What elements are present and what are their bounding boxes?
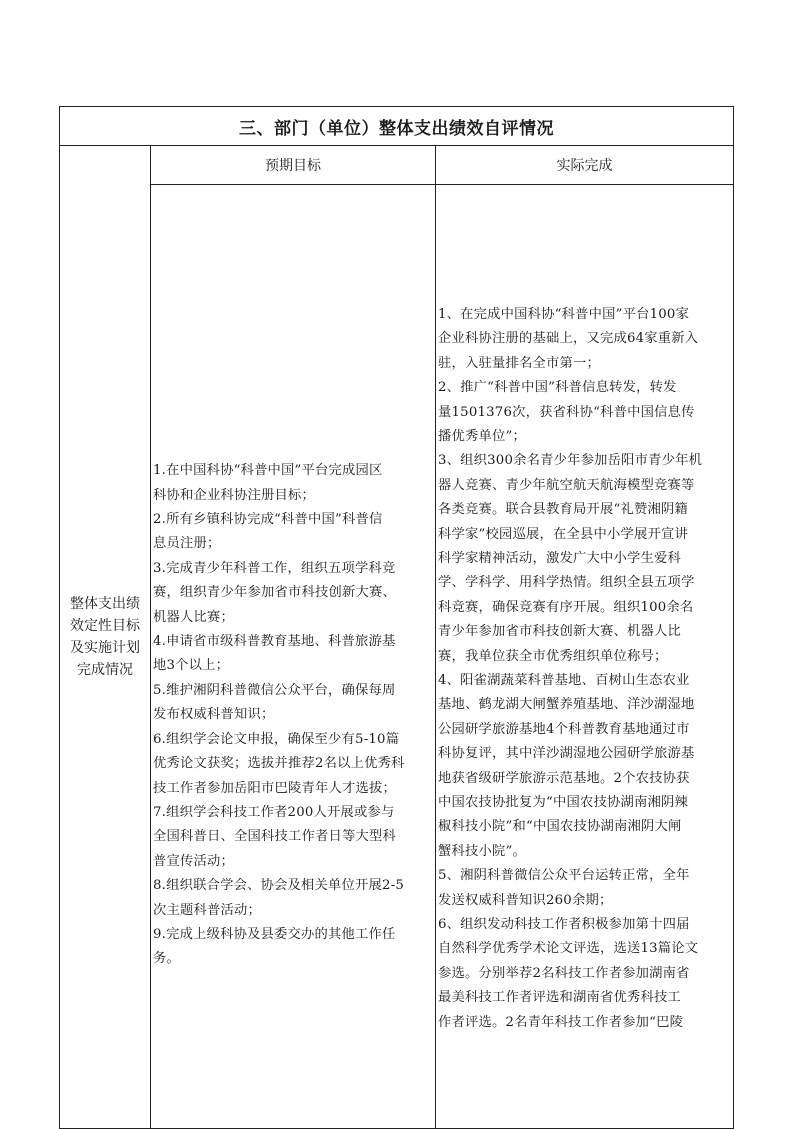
expected-goal-line: 技工作者参加岳阳市巴陵青年人才选拔； xyxy=(153,780,396,796)
actual-completion-line: 公园研学旅游基地4个科普教育基地通过市 xyxy=(438,721,690,737)
actual-completion-line: 3、组织300余名青少年参加岳阳市青少年机 xyxy=(438,453,703,469)
actual-column-header: 实际完成 xyxy=(436,146,734,185)
expected-goal-line: 全国科普日、全国科技工作者日等大型科 xyxy=(153,829,396,845)
expected-goals-cell xyxy=(151,185,436,1129)
section-title: 三、部门（单位）整体支出绩效自评情况 xyxy=(60,107,734,146)
actual-completion-line: 各类竞赛。联合县教育局开展“礼赞湘阴籍 xyxy=(438,502,688,518)
actual-completion-line: 青少年参加省市科技创新大赛、机器人比 xyxy=(438,624,681,640)
expected-goal-line: 2.所有乡镇科协完成“科普中国”科普信 xyxy=(153,512,383,528)
row-label-line: 整体支出绩 xyxy=(70,596,140,612)
actual-completion-line: 蟹科技小院”。 xyxy=(438,843,526,859)
actual-completion-line: 量1501376次，获省科协“科普中国信息传 xyxy=(438,404,695,420)
row-label-line: 完成情况 xyxy=(77,662,133,678)
expected-goal-line: 7.组织学会科技工作者200人开展或参与 xyxy=(153,804,395,820)
expected-goal-line: 息员注册； xyxy=(153,536,221,552)
actual-completion-line: 2、推广“科普中国”科普信息转发，转发 xyxy=(438,380,677,396)
actual-completion-line: 学、学科学、用科学热情。组织全县五项学 xyxy=(438,575,695,591)
actual-completion-line: 5、湘阴科普微信公众平台运转正常，全年 xyxy=(438,868,690,884)
expected-goal-line: 3.完成青少年科普工作，组织五项学科竞 xyxy=(153,560,396,576)
actual-completion-cell xyxy=(436,185,734,1129)
actual-completion-line: 器人竞赛、青少年航空航天航海模型竞赛等 xyxy=(438,477,695,493)
actual-completion-line: 地获省级研学旅游示范基地。2个农技协获 xyxy=(438,770,690,786)
row-label-line: 效定性目标 xyxy=(70,618,140,634)
actual-completion-line: 发送权威科普知识260余期； xyxy=(438,892,613,908)
actual-completion-line: 椒科技小院”和“中国农技协湖南湘阴大闸 xyxy=(438,819,682,835)
expected-goal-line: 优秀论文获奖；选拔并推荐2名以上优秀科 xyxy=(153,756,405,772)
performance-table xyxy=(59,106,734,1129)
actual-completion-line: 1、在完成中国科协“科普中国”平台100家 xyxy=(438,306,690,322)
expected-goal-line: 9.完成上级科协及县委交办的其他工作任 xyxy=(153,926,396,942)
expected-goal-line: 5.维护湘阴科普微信公众平台，确保每周 xyxy=(153,682,396,698)
actual-completion-line: 自然科学优秀学术论文评选，选送13篇论文 xyxy=(438,941,699,957)
expected-goal-line: 发布权威科普知识； xyxy=(153,707,275,723)
expected-goal-line: 地3个以上； xyxy=(153,658,230,674)
actual-completion-line: 6、组织发动科技工作者积极参加第十四届 xyxy=(438,917,690,933)
actual-completion-line: 作者评选。2名青年科技工作者参加“巴陵 xyxy=(438,1014,684,1030)
actual-completion-line: 驻，入驻量排名全市第一； xyxy=(438,355,600,371)
expected-column-header: 预期目标 xyxy=(151,146,436,185)
actual-completion-line: 赛，我单位获全市优秀组织单位称号； xyxy=(438,648,668,664)
expected-goal-line: 科协和企业科协注册目标； xyxy=(153,487,315,503)
actual-completion-line: 最美科技工作者评选和湖南省优秀科技工 xyxy=(438,990,681,1006)
expected-goal-line: 次主题科普活动； xyxy=(153,902,261,918)
actual-completion-line: 播优秀单位”； xyxy=(438,428,526,444)
expected-goal-line: 4.申请省市级科普教育基地、科普旅游基 xyxy=(153,634,396,650)
actual-completion-line: 科学家”校园巡展，在全县中小学展开宣讲 xyxy=(438,526,688,542)
actual-completion-line: 基地、鹤龙湖大闸蟹养殖基地、洋沙湖湿地 xyxy=(438,697,695,713)
expected-goal-line: 8.组织联合学会、协会及相关单位开展2-5 xyxy=(153,878,405,894)
expected-goal-line: 赛，组织青少年参加省市科技创新大赛、 xyxy=(153,585,396,601)
actual-completion-line: 科学家精神活动，激发广大中小学生爱科 xyxy=(438,550,681,566)
actual-completion-line: 参选。分别举荐2名科技工作者参加湖南省 xyxy=(438,965,690,981)
row-label xyxy=(60,146,151,1129)
actual-completion-line: 4、阳雀湖蔬菜科普基地、百树山生态农业 xyxy=(438,673,690,688)
actual-completion-line: 科竞赛，确保竞赛有序开展。组织100余名 xyxy=(438,599,694,615)
expected-goal-line: 普宣传活动； xyxy=(153,853,234,869)
expected-goal-line: 6.组织学会论文申报，确保至少有5-10篇 xyxy=(153,731,400,747)
expected-goal-line: 1.在中国科协“科普中国”平台完成园区 xyxy=(153,463,383,479)
actual-completion-line: 中国农技协批复为“中国农技协湖南湘阴辣 xyxy=(438,795,688,811)
expected-goal-line: 务。 xyxy=(153,951,180,967)
row-label-line: 及实施计划 xyxy=(70,640,140,656)
actual-completion-line: 科协复评，其中洋沙湖湿地公园研学旅游基 xyxy=(438,746,695,762)
expected-goal-line: 机器人比赛； xyxy=(153,609,234,625)
actual-completion-line: 企业科协注册的基础上，又完成64家重新入 xyxy=(438,331,699,347)
